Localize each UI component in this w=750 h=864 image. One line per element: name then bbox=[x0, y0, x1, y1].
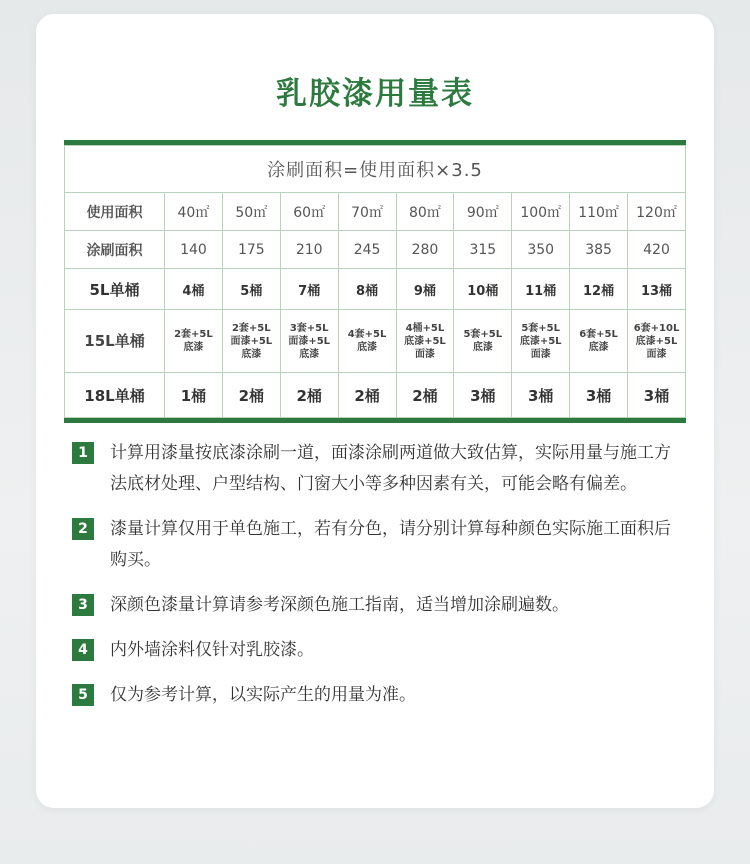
table-cell: 8桶 bbox=[338, 269, 396, 310]
note-number-badge: 4 bbox=[72, 639, 94, 661]
table-cell: 2桶 bbox=[338, 373, 396, 418]
table-cell: 60㎡ bbox=[280, 193, 338, 231]
table-row bbox=[65, 269, 686, 310]
table-cell: 110㎡ bbox=[570, 193, 628, 231]
note-text: 仅为参考计算，以实际产生的用量为准。 bbox=[110, 685, 416, 705]
table-cell: 1桶 bbox=[165, 373, 223, 418]
note-number-badge: 1 bbox=[72, 442, 94, 464]
notes-list bbox=[72, 438, 684, 725]
table-cell: 2套+5L 面漆+5L 底漆 bbox=[222, 310, 280, 373]
note-item bbox=[72, 635, 684, 666]
table-row bbox=[65, 193, 686, 231]
table-cell: 5套+5L 底漆 bbox=[454, 310, 512, 373]
table-cell: 210 bbox=[280, 231, 338, 269]
usage-table-wrapper bbox=[64, 140, 686, 423]
table-cell: 11桶 bbox=[512, 269, 570, 310]
table-cell: 9桶 bbox=[396, 269, 454, 310]
row-label-15l: 15L单桶 bbox=[65, 310, 165, 373]
note-text: 内外墙涂料仅针对乳胶漆。 bbox=[110, 640, 314, 660]
table-cell: 2套+5L 底漆 bbox=[165, 310, 223, 373]
table-cell: 4桶 bbox=[165, 269, 223, 310]
table-cell: 140 bbox=[165, 231, 223, 269]
table-cell: 12桶 bbox=[570, 269, 628, 310]
table-cell: 120㎡ bbox=[628, 193, 686, 231]
table-cell: 90㎡ bbox=[454, 193, 512, 231]
note-number-badge: 3 bbox=[72, 594, 94, 616]
row-label-5l: 5L单桶 bbox=[65, 269, 165, 310]
table-cell: 50㎡ bbox=[222, 193, 280, 231]
note-text: 计算用漆量按底漆涂刷一道，面漆涂刷两道做大致估算，实际用量与施工方法底材处理、户型结构、门窗大小等多种因素有关，可能会略有偏差。 bbox=[110, 443, 671, 494]
table-cell: 175 bbox=[222, 231, 280, 269]
formula-row: 涂刷面积=使用面积×3.5 bbox=[65, 146, 686, 193]
table-cell: 2桶 bbox=[396, 373, 454, 418]
table-cell: 3桶 bbox=[570, 373, 628, 418]
row-label-18l: 18L单桶 bbox=[65, 373, 165, 418]
table-cell: 70㎡ bbox=[338, 193, 396, 231]
table-cell: 3桶 bbox=[512, 373, 570, 418]
note-item bbox=[72, 590, 684, 621]
table-cell: 2桶 bbox=[280, 373, 338, 418]
page-title: 乳胶漆用量表 bbox=[276, 76, 474, 112]
table-cell: 4套+5L 底漆 bbox=[338, 310, 396, 373]
table-row bbox=[65, 310, 686, 373]
note-number-badge: 5 bbox=[72, 684, 94, 706]
table-cell: 350 bbox=[512, 231, 570, 269]
note-text: 深颜色漆量计算请参考深颜色施工指南，适当增加涂刷遍数。 bbox=[110, 595, 569, 615]
table-cell: 7桶 bbox=[280, 269, 338, 310]
table-cell: 245 bbox=[338, 231, 396, 269]
usage-table bbox=[64, 145, 686, 418]
table-cell: 3桶 bbox=[454, 373, 512, 418]
table-cell: 40㎡ bbox=[165, 193, 223, 231]
table-cell: 315 bbox=[454, 231, 512, 269]
table-cell: 6套+10L 底漆+5L 面漆 bbox=[628, 310, 686, 373]
note-item bbox=[72, 680, 684, 711]
note-text: 漆量计算仅用于单色施工，若有分色，请分别计算每种颜色实际施工面积后购买。 bbox=[110, 519, 671, 570]
table-cell: 2桶 bbox=[222, 373, 280, 418]
content-card bbox=[36, 14, 714, 808]
table-cell: 3桶 bbox=[628, 373, 686, 418]
table-cell: 13桶 bbox=[628, 269, 686, 310]
note-number-badge: 2 bbox=[72, 518, 94, 540]
table-cell: 5套+5L 底漆+5L 面漆 bbox=[512, 310, 570, 373]
table-cell: 3套+5L 面漆+5L 底漆 bbox=[280, 310, 338, 373]
table-cell: 5桶 bbox=[222, 269, 280, 310]
row-label-usage-area: 使用面积 bbox=[65, 193, 165, 231]
table-cell: 4桶+5L 底漆+5L 面漆 bbox=[396, 310, 454, 373]
table-cell: 280 bbox=[396, 231, 454, 269]
table-cell: 6套+5L 底漆 bbox=[570, 310, 628, 373]
table-cell: 80㎡ bbox=[396, 193, 454, 231]
table-cell: 100㎡ bbox=[512, 193, 570, 231]
note-item bbox=[72, 514, 684, 576]
row-label-brush-area: 涂刷面积 bbox=[65, 231, 165, 269]
table-cell: 10桶 bbox=[454, 269, 512, 310]
table-row bbox=[65, 373, 686, 418]
table-row bbox=[65, 231, 686, 269]
table-cell: 385 bbox=[570, 231, 628, 269]
note-item bbox=[72, 438, 684, 500]
table-cell: 420 bbox=[628, 231, 686, 269]
